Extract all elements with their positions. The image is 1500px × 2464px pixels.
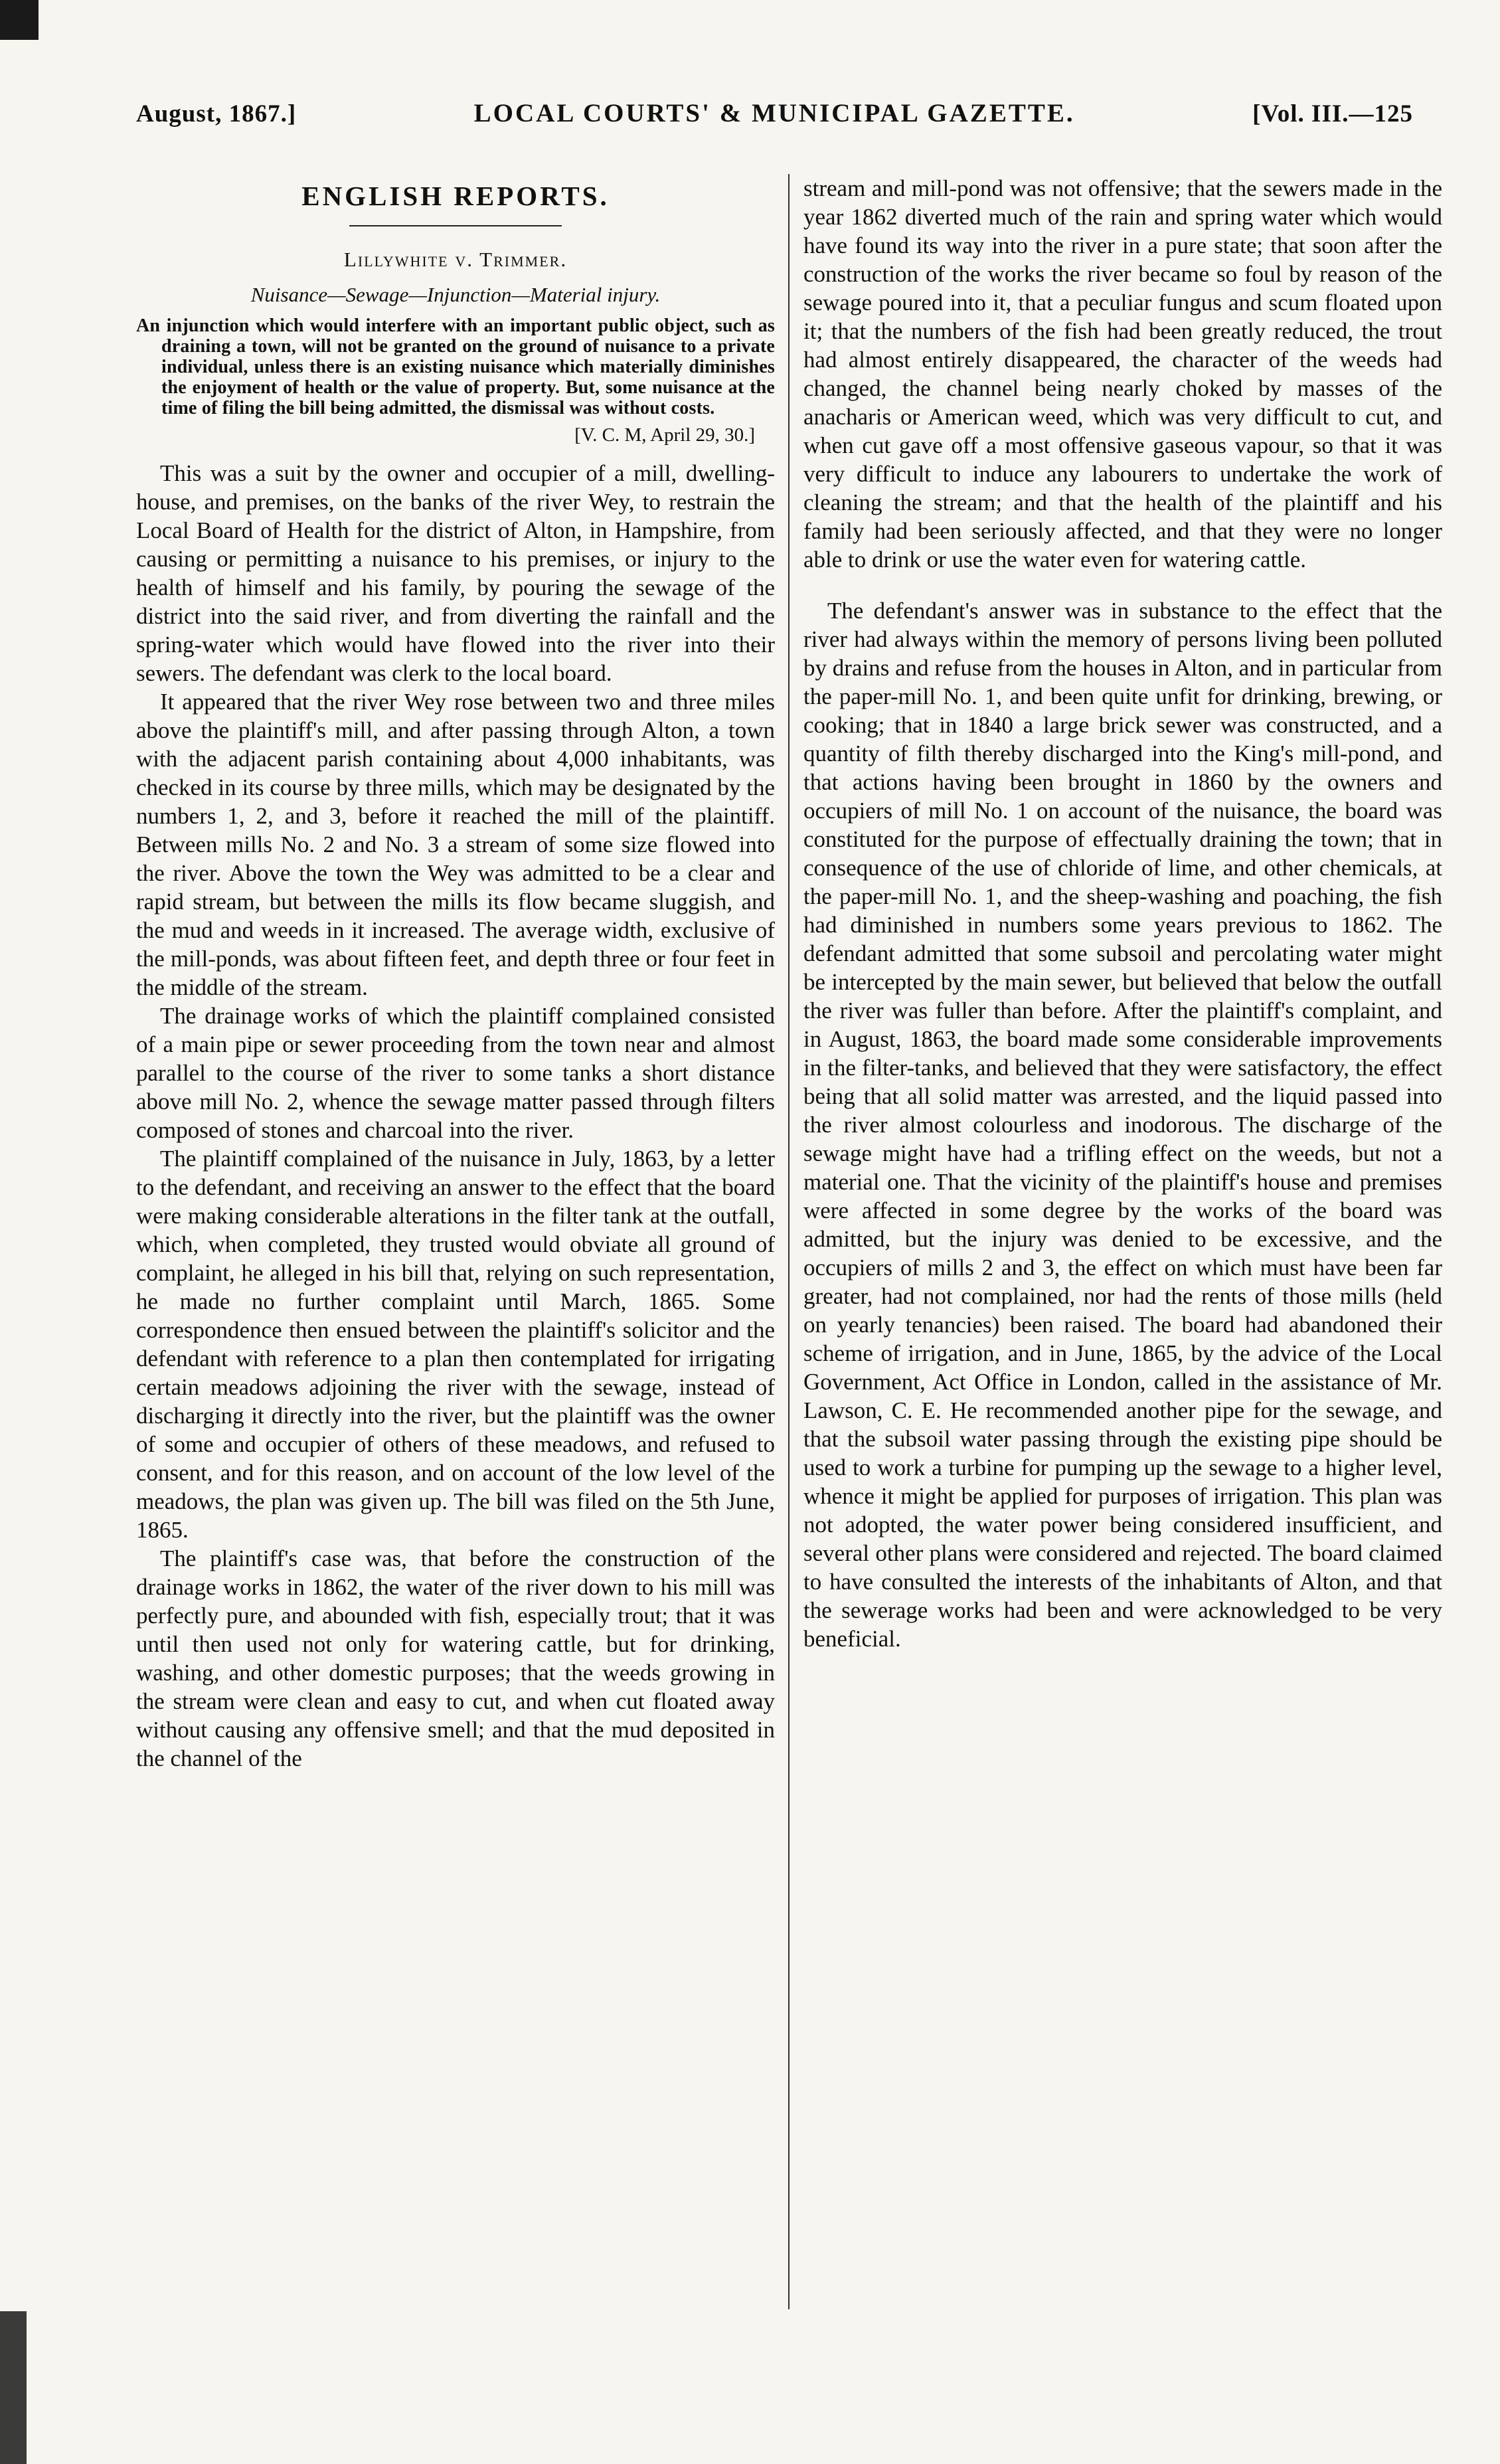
case-subjects: Nuisance—Sewage—Injunction—Material injury. [250,283,661,306]
title-rule [349,225,562,226]
paragraph-continued: stream and mill-pond was not offensive; that the sewers made in the year 1862 diverted much of the rain and spring water which would have found its way into the river in a pure state; that soon after the construction of the works the river became so foul by reason of the sewage poured into it, that a peculiar fungus and scum floated upon it; that the numbers of the fish had been greatly reduced, the trout had almost entirely disappeared, the character of the weeds had changed, the channel being nearly choked by masses of the anacharis or American weed, which was very difficult to cut, and when cut gave off a most offensive gaseous vapour, so that it was very difficult to induce any labourers to undertake the work of cleaning the stream; and that the health of the plaintiff and his family had been seriously affected, and that they were no longer able to drink or use the water even for watering cattle. [803,175,1442,572]
left-column [136,174,775,1773]
paragraph: The plaintiff's case was, that before the construction of the drainage works in 1862, the water of the river down to his mill was perfectly pure, and abounded with fish, especially trout; that it was until then used not only for watering cattle, but for drinking, washing, and other domestic purposes; that the weeds growing in the stream were clean and easy to cut, and when cut floated away without causing any offensive smell; and that the mud deposited in the channel of the [136,1545,775,1771]
running-header [136,98,1413,145]
header-volume-page: [Vol. III.—125 [1252,100,1413,128]
section-title: ENGLISH REPORTS. [301,181,610,211]
paragraph: The defendant's answer was in substance to the effect that the river had always within the memory of persons living been polluted by drains and refuse from the houses in Alton, and in particular from the paper-mill No. 1, and been quite unfit for drinking, brewing, or cooking; that in 1840 a large brick sewer was constructed, and a quantity of filth thereby discharged into the King's mill-pond, and that actions having been brought in 1860 by the owners and occupiers of mill No. 1 on account of the nuisance, the board was constituted for the purpose of effectually draining the town; that in consequence of the use of chloride of lime, and other chemicals, at the paper-mill No. 1, and the sheep-washing and poaching, the fish had diminished in numbers some years previous to 1862. The defendant admitted that some subsoil and percolating water might be intercepted by the main sewer, but believed that below the outfall the river was fuller than before. After the plaintiff's complaint, and in August, 1863, the board made some considerable improvements in the filter-tanks, and believed that they were satisfactory, the effect being that all solid matter was arrested, and the liquid passed into the river almost colourless and inodorous. The discharge of the sewage might have had a trifling effect on the weeds, but not a material one. That the vicinity of the plaintiff's house and premises were affected in some degree by the works of the board was admitted, but the injury was denied to be excessive, and the occupiers of mills 2 and 3, the effect on which must have been far greater, had not complained, nor had the rents of those mills (held on yearly tenancies) been raised. The board had abandoned their scheme of irrigation, and in June, 1865, by the advice of the Local Government, Act Office in London, called in the assistance of Mr. Lawson, C. E. He recommended another pipe for the sewage, and that the subsoil water passing through the existing pipe should be used to work a turbine for pumping up the sewage to a higher level, whence it might be applied for purposes of irrigation. This plan was not adopted, the water power being considered insufficient, and several other plans were considered and rejected. The board claimed to have consulted the interests of the inhabitants of Alton, and that the sewerage works had been and were acknowledged to be very beneficial. [803,598,1442,1652]
binding-edge-mark [0,0,39,40]
headnote: An injunction which would interfere with an important public object, such as draining a town, will not be granted on the ground of nuisance to a private individual, unless there is an existing nuisance which materially diminishes the enjoyment of health or the value of property. But, some nuisance at the time of filing the bill being admitted, the dismissal was without costs. [136,315,775,418]
paragraph: This was a suit by the owner and occupier of a mill, dwelling-house, and premises, on the banks of the river Wey, to restrain the Local Board of Health for the district of Alton, in Hampshire, from causing or permitting a nuisance to his premises, or injury to the health of himself and his family, by pouring the sewage of the district into the said river, and from diverting the rainfall and the spring-water which would have flowed into the river into their sewers. The defendant was clerk to the local board. [136,460,775,686]
paragraph: The plaintiff complained of the nuisance in July, 1863, by a letter to the defendant, and receiving an answer to the effect that the board were making considerable alterations in the filter tank at the outfall, which, when completed, they trusted would obviate all ground of complaint, he alleged in his bill that, relying on such representation, he made no further complaint until March, 1865. Some correspondence then ensued between the plaintiff's solicitor and the defendant with reference to a plan then contemplated for irrigating certain meadows adjoining the river with the sewage, instead of discharging it directly into the river, but the plaintiff was the owner of some and occupier of others of these meadows, and refused to consent, and for this reason, and on account of the low level of the meadows, the plan was given up. The bill was filed on the 5th June, 1865. [136,1146,775,1543]
right-column [803,174,1442,1653]
case-title: Lillywhite v. Trimmer. [343,248,568,271]
paragraph: It appeared that the river Wey rose between two and three miles above the plaintiff's mill, and after passing through Alton, a town with the adjacent parish containing about 4,000 inhabitants, was checked in its course by three mills, which may be designated by the numbers 1, 2, and 3, before it reached the mill of the plaintiff. Between mills No. 2 and No. 3 a stream of some size flowed into the river. Above the town the Wey was admitted to be a clear and rapid stream, but between the mills its flow became sluggish, and the mud and weeds in it increased. The average width, exclusive of the mill-ponds, was about fifteen feet, and depth three or four feet in the middle of the stream. [136,689,775,1000]
column-divider [788,174,790,2309]
header-title: LOCAL COURTS' & MUNICIPAL GAZETTE. [473,99,1075,128]
binding-edge-mark-bottom [0,2311,27,2464]
case-citation: [V. C. M, April 29, 30.] [574,424,755,446]
header-date: August, 1867.] [136,100,297,128]
paragraph: The drainage works of which the plaintiff complained consisted of a main pipe or sewer proceeding from the town near and almost parallel to the course of the river to some tanks a short distance above mill No. 2, whence the sewage matter passed through filters composed of stones and charcoal into the river. [136,1003,775,1143]
